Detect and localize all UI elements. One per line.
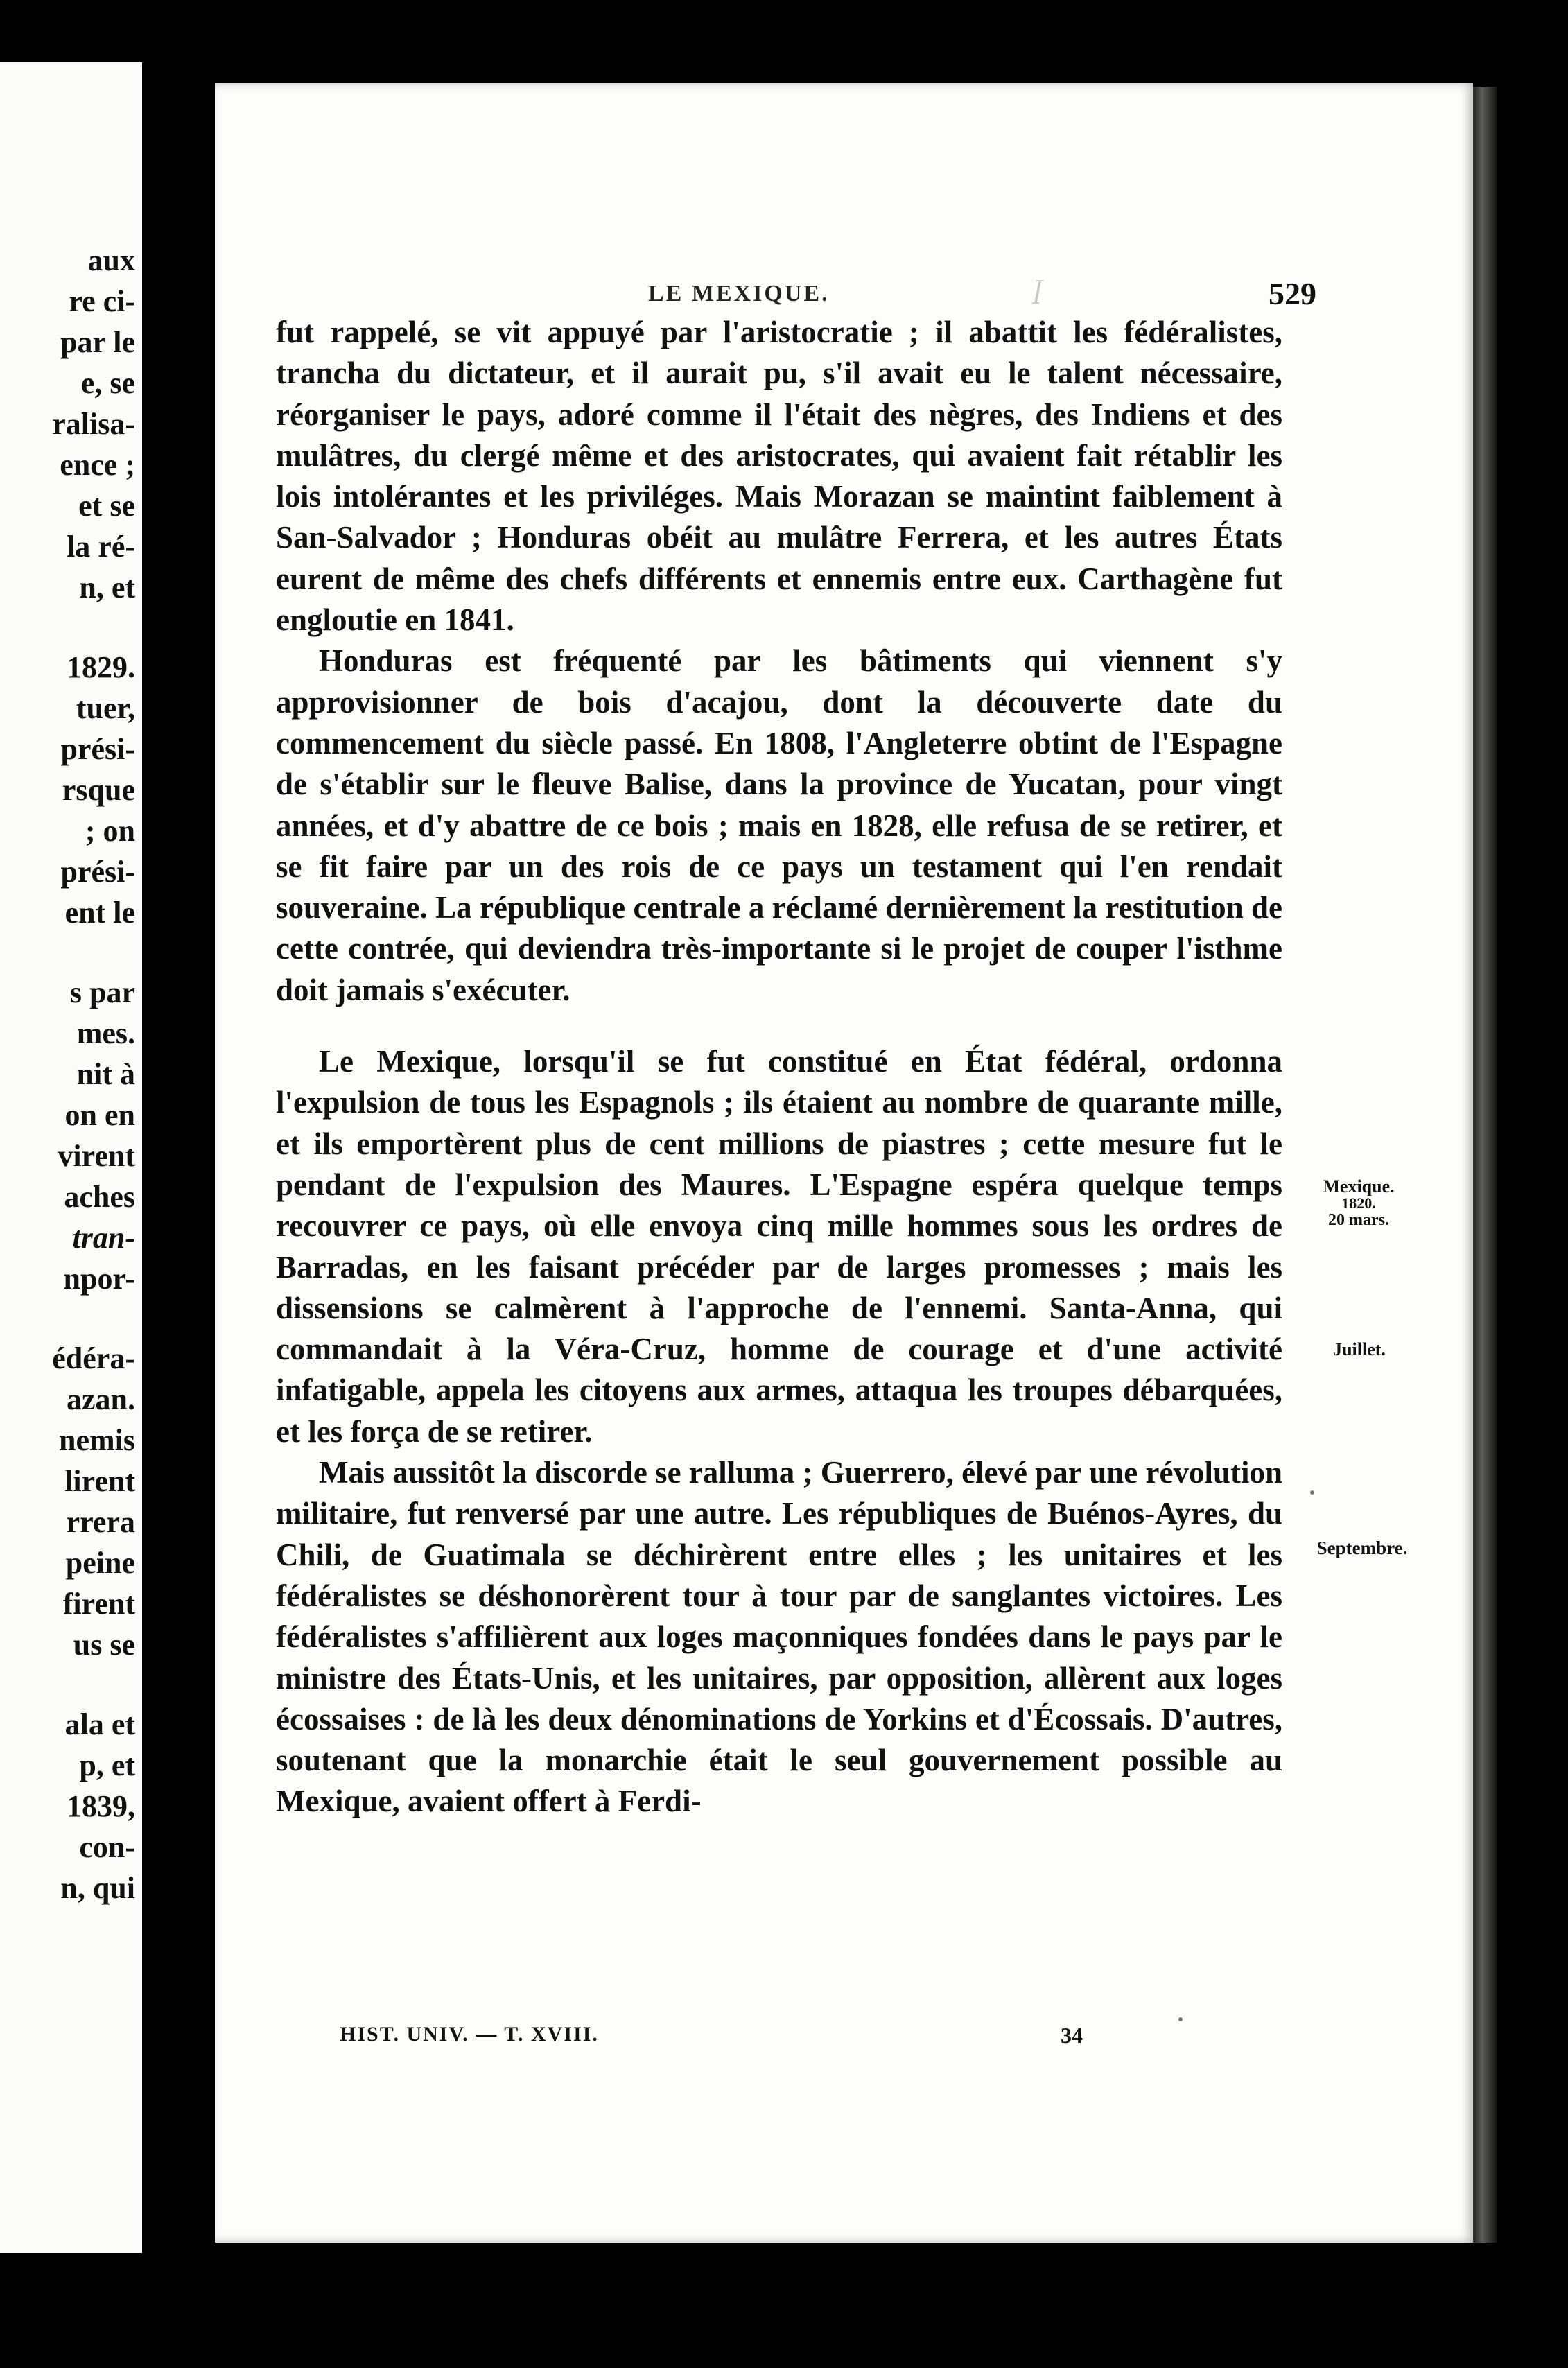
facing-page-line: tuer, [76,691,135,725]
running-title: LE MEXIQUE. [648,281,830,306]
facing-page-line: n, qui [60,1871,135,1905]
margin-note-date: 20 mars. [1328,1211,1389,1229]
margin-note-juillet: Juillet. [1333,1339,1386,1359]
facing-page-line: et se [78,489,135,523]
facing-page-line: s par [69,975,135,1009]
facing-page-line: la ré- [67,530,135,564]
facing-page-line: ence ; [60,448,135,482]
facing-page-line: rrera [66,1505,135,1539]
ink-speck [1310,1490,1314,1495]
facing-page-line: aux [87,243,135,277]
facing-page-line: ent le [64,896,135,930]
facing-page-line: n, et [79,571,135,604]
sheet-number: 34 [1061,2023,1083,2048]
facing-page-line: 1829. [67,650,135,684]
facing-page-line: prési- [60,732,135,766]
facing-page-line: p, et [79,1748,135,1782]
facing-page-line: nemis [59,1423,135,1457]
page-number: 529 [1269,276,1316,311]
margin-note-year: 1820. [1341,1194,1376,1212]
facing-page-line: ala et [64,1707,135,1741]
paragraph-2: Honduras est fréquenté par les bâtiments qui viennent s'y approvisionner de bois d'acajou, dont la découverte date du commencement du siècle passé. En 1808, l'Angleterre obtint de l'Espagne de s'établir sur le fleuve Balise, dans la province de Yucatan, pour vingt années, et d'y abattre de ce bois ; mais en 1828, elle refusa de se retirer, et se fit faire par un des rois de ce pays un testament qui l'en rendait souveraine. La république centrale a réclamé dernièrement la restitution de cette contrée, qui deviendra très-importante si le projet de couper l'isthme doit jamais s'exécuter. [276,643,1282,1007]
margin-note-septembre: Septembre. [1316,1538,1408,1558]
facing-page-line: us se [73,1628,135,1662]
facing-page-line: lirent [64,1464,135,1498]
show-through-mark: ꟾ [1033,281,1043,309]
facing-page-line: con- [79,1830,135,1864]
facing-page-line: mes. [76,1016,135,1050]
facing-page-line: ; on [85,814,135,848]
book-page [215,83,1473,2243]
facing-page-line: azan. [67,1382,135,1416]
facing-page-line: peine [65,1546,135,1580]
facing-page-line: par le [60,325,135,359]
facing-page-fragment [0,62,142,2253]
facing-page-line: e, se [80,366,135,400]
facing-page-line: rsque [62,773,135,807]
facing-page-line: édéra- [52,1341,135,1375]
facing-page-line: prési- [60,855,135,889]
facing-page-line: tran- [72,1221,135,1255]
facing-page-line: on en [64,1098,135,1132]
ink-speck [1178,2017,1183,2021]
facing-page-line: 1839, [67,1789,135,1823]
facing-page-line: npor- [63,1262,135,1296]
margin-note-mexique [1317,1178,1400,1228]
facing-page-line: aches [64,1180,135,1214]
paragraph-1: fut rappelé, se vit appuyé par l'aristocratie ; il abattit les fédéralistes, trancha du dictateur, et il aurait pu, s'il avait eu le talent nécessaire, réorganiser le pays, adoré comme il l'était des nègres, des Indiens et des mulâtres, du clergé même et des aristocrates, qui avaient fait rétablir les lois intolérantes et les priviléges. Mais Morazan se maintint faiblement à San-Salvador ; Honduras obéit au mulâtre Ferrera, et les autres États eurent de même des chefs différents et ennemis entre eux. Carthagène fut engloutie en 1841. [276,315,1282,638]
facing-page-line: nit à [76,1057,135,1091]
facing-page-line: firent [62,1587,135,1621]
paragraph-3: Le Mexique, lorsqu'il se fut constitué en État fédéral, ordonna l'expulsion de tous les Espagnols ; ils étaient au nombre de quarante mille, et ils emportèrent plus de cent millions de piastres ; cette mesure fut le pendant de l'expulsion des Maures. L'Espagne espéra quelque temps recouvrer ce pays, où elle envoya cinq mille hommes sous les ordres de Barradas, en les faisant précéder par de larges promesses ; mais les dissensions se calmèrent à l'approche de l'ennemi. Santa-Anna, qui commandait à la Véra-Cruz, homme de courage et d'une activité infatigable, appela les citoyens aux armes, attaqua les troupes débarquées, et les força de se retirer. [276,1044,1282,1449]
paragraph-4: Mais aussitôt la discorde se ralluma ; Guerrero, élevé par une révolution militaire, fut renversé par une autre. Les républiques de Buénos-Ayres, du Chili, de Guatimala se déchirèrent entre elles ; les unitaires et les fédéralistes se déshonorèrent tour à tour par de sanglantes victoires. Les fédéralistes s'affilièrent aux loges maçonniques fondées dans le pays par le ministre des États-Unis, et les unitaires, par opposition, allèrent aux loges écossaises : de là les deux dénominations de Yorkins et d'Écossais. D'autres, soutenant que la monarchie était le seul gouvernement possible au Mexique, avaient offert à Ferdi- [276,1455,1282,1819]
margin-note-place: Mexique. [1323,1176,1395,1196]
facing-page-line: ralisa- [52,407,135,441]
facing-page-line: re ci- [69,284,135,318]
body-text [276,312,1282,1822]
facing-page-line: virent [58,1139,135,1173]
signature-mark: HIST. UNIV. — T. XVIII. [340,2023,599,2046]
